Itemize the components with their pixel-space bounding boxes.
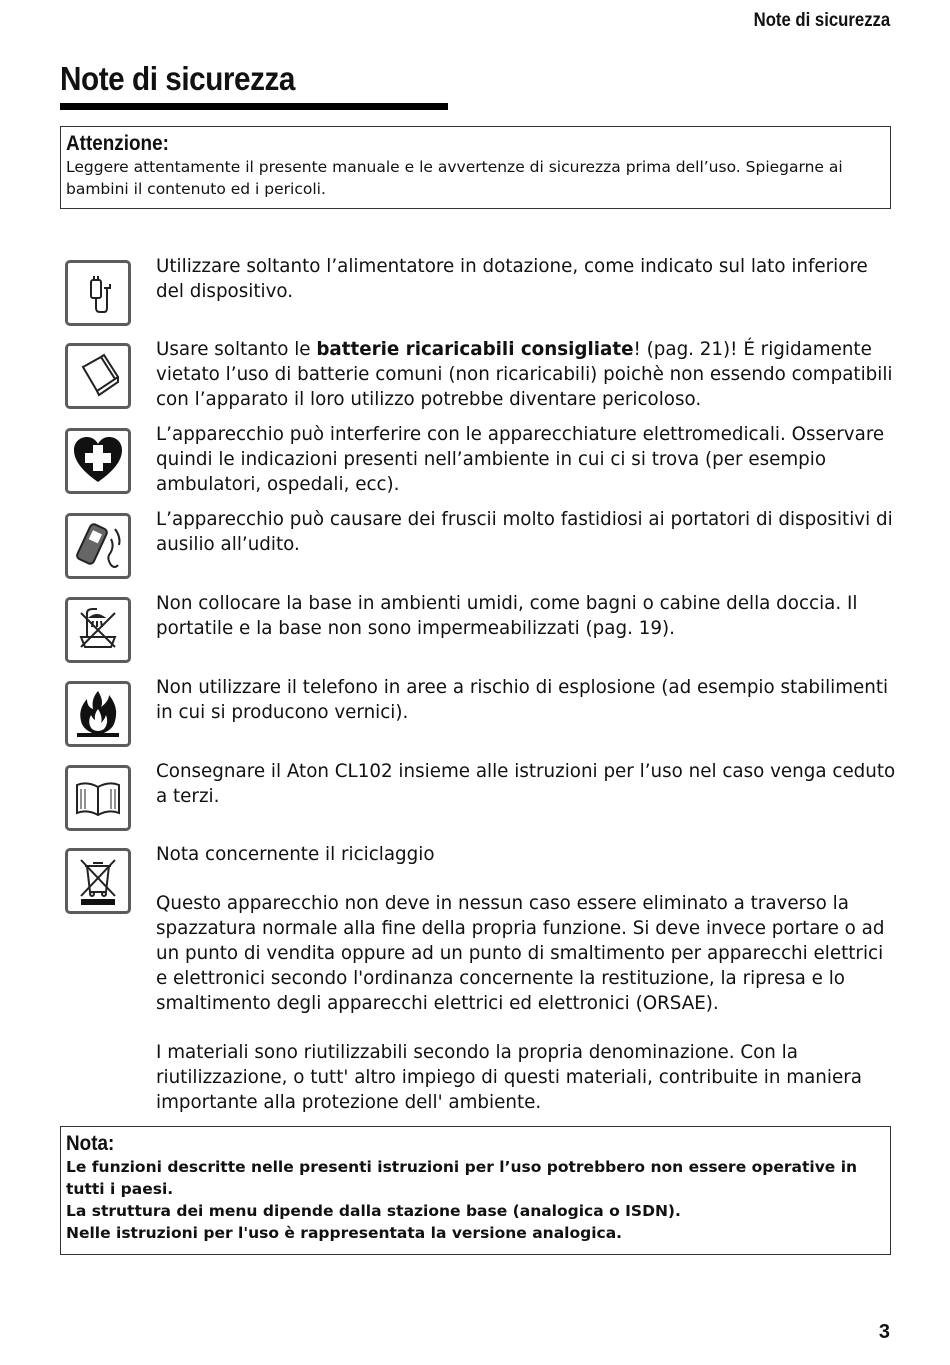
item-text: Non utilizzare il telefono in aree a rischio di esplosione (ad esempio stabilimenti in cui si producono vernici). — [156, 677, 889, 723]
text-after: ! (pag. 21)! É rigidamente vietato l’uso di batterie comuni (non ricaricabili) poichè non essendo compatibili con l’apparato il loro utilizzo potrebbe diventare pericoloso. — [156, 339, 893, 410]
recycling-title: Nota concernente il riciclaggio — [156, 844, 435, 865]
nota-line: Nelle istruzioni per l'uso è rappresentata la versione analogica. — [66, 1224, 623, 1242]
item-text — [156, 337, 896, 412]
attention-text: Leggere attentamente il presente manuale e le avvertenze di sicurezza prima dell’uso. Spiegarne ai bambini il contenuto ed i pericoli. — [66, 158, 843, 198]
nota-box — [60, 1126, 891, 1255]
item-text: Utilizzare soltanto l’alimentatore in dotazione, come indicato sul lato inferiore del dispositivo. — [156, 256, 868, 302]
running-header: Note di sicurezza — [753, 10, 890, 31]
item-text — [156, 842, 896, 1115]
medical-heart-icon — [65, 428, 131, 494]
no-shower-icon — [65, 597, 131, 663]
nota-heading: Nota: — [66, 1132, 115, 1155]
item-text: Non collocare la base in ambienti umidi, come bagni o cabine della doccia. Il portatile e la base non sono impermeabilizzati (pag. 19). — [156, 593, 858, 639]
page-title: Note di sicurezza — [60, 60, 295, 97]
nota-line: Le funzioni descritte nelle presenti istruzioni per l’uso potrebbero non essere operative in tutti i paesi. — [66, 1158, 858, 1198]
attention-heading: Attenzione: — [66, 132, 169, 155]
crossed-bin-icon — [65, 848, 131, 914]
title-underline — [60, 103, 448, 110]
text-bold: batterie ricaricabili consigliate — [316, 339, 634, 360]
open-book-icon — [65, 765, 131, 831]
item-text: Consegnare il Aton CL102 insieme alle istruzioni per l’uso nel caso venga ceduto a terzi. — [156, 761, 896, 807]
nota-line: La struttura dei menu dipende dalla stazione base (analogica o ISDN). — [66, 1202, 681, 1220]
page-number: 3 — [878, 1321, 890, 1343]
text-before: Usare soltanto le — [156, 339, 317, 360]
recycling-paragraph: Questo apparecchio non deve in nessun caso essere eliminato a traverso la spazzatura normale alla fine della propria funzione. Si deve invece portare o ad un punto di vendita oppure ad un punto di smaltimento per apparecchi elettrici e elettronici secondo l'ordinanza concernente la restituzione, la ripresa e lo smaltimento degli apparecchi elettrici ed elettronici (ORSAE). — [156, 893, 885, 1014]
battery-icon — [65, 343, 131, 409]
power-adapter-icon — [65, 260, 131, 326]
item-text: L’apparecchio può interferire con le apparecchiature elettromedicali. Osservare quindi le indicazioni presenti nell’ambiente in cui ci si trova (per esempio ambulatori, ospedali, ecc). — [156, 424, 885, 495]
recycling-paragraph: I materiali sono riutilizzabili secondo la propria denominazione. Con la riutilizzazione, o tutt' altro impiego di questi materiali, contribuite in maniera importante alla protezione dell' ambiente. — [156, 1042, 862, 1113]
explosion-flame-icon — [65, 681, 131, 747]
hearing-aid-phone-icon — [65, 513, 131, 579]
attention-box — [60, 126, 891, 209]
item-text: L’apparecchio può causare dei fruscii molto fastidiosi ai portatori di dispositivi di ausilio all’udito. — [156, 509, 893, 555]
